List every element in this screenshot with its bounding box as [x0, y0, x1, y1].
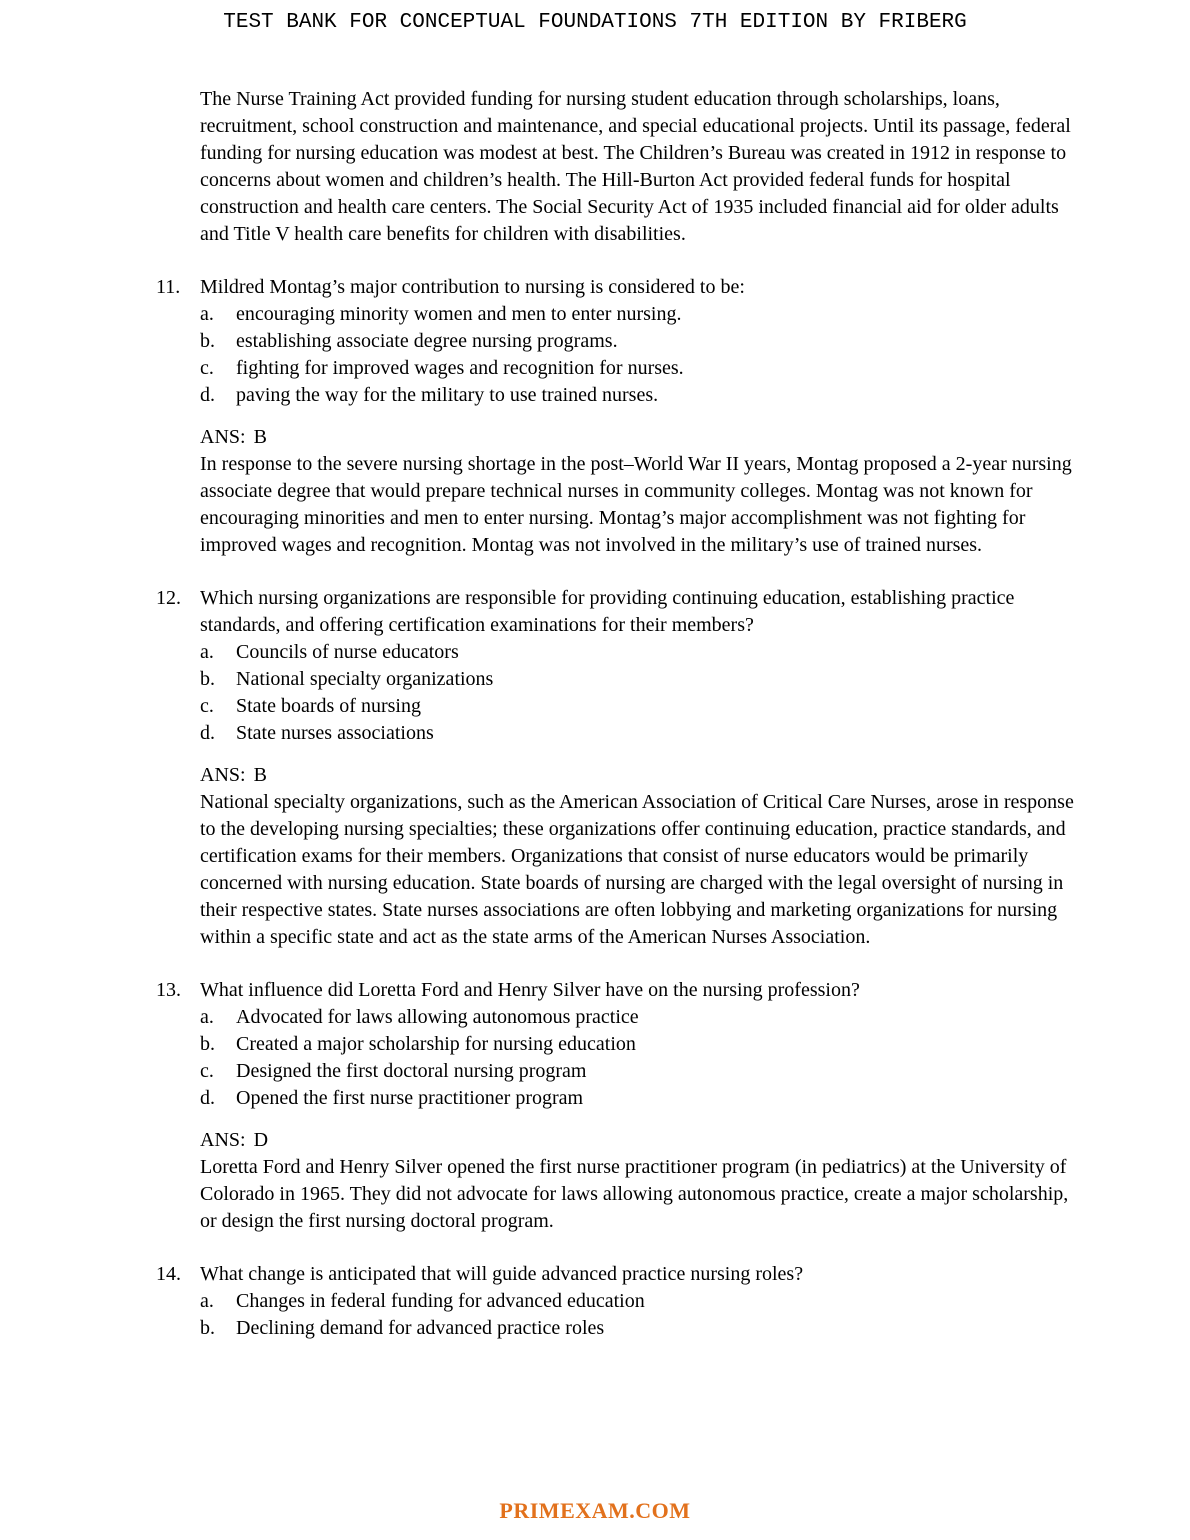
option-row [200, 666, 1085, 693]
question-number: 14. [156, 1263, 181, 1285]
answer-value: D [253, 1129, 269, 1151]
footer-site-link[interactable]: PRIMEXAM.COM [499, 1498, 691, 1523]
option-letter: c. [200, 695, 214, 717]
answer-block [200, 424, 1085, 559]
question-text: What change is anticipated that will guide advanced practice nursing roles? [200, 1263, 804, 1285]
question-block [156, 585, 1085, 951]
option-row [200, 1085, 1085, 1112]
option-text: paving the way for the military to use trained nurses. [236, 384, 659, 406]
page-header: TEST BANK FOR CONCEPTUAL FOUNDATIONS 7TH EDITION BY FRIBERG [223, 11, 967, 34]
option-letter: d. [200, 1087, 215, 1109]
option-text: Councils of nurse educators [236, 641, 459, 663]
options-list [200, 1288, 1085, 1342]
option-text: establishing associate degree nursing programs. [236, 330, 618, 352]
option-row [200, 720, 1085, 747]
option-row [200, 693, 1085, 720]
option-letter: b. [200, 1317, 215, 1339]
answer-value: B [253, 764, 267, 786]
option-letter: d. [200, 384, 215, 406]
option-letter: b. [200, 330, 215, 352]
option-text: Advocated for laws allowing autonomous practice [236, 1006, 639, 1028]
option-text: Declining demand for advanced practice roles [236, 1317, 605, 1339]
question-body [200, 1261, 1085, 1342]
intro-paragraph: The Nurse Training Act provided funding for nursing student education through scholarships, loans, recruitment, school construction and maintenance, and special educational projects. Until its passage, federal funding for nursing education was modest at best. The Children’s Bureau was created in 1912 in response to concerns about women and children’s health. The Hill-Burton Act provided federal funds for hospital construction and health care centers. The Social Security Act of 1935 included financial aid for older adults and Title V health care benefits for children with disabilities. [200, 88, 1071, 245]
question-body [200, 274, 1085, 559]
option-row [200, 1315, 1085, 1342]
option-letter: a. [200, 641, 214, 663]
question-text: Mildred Montag’s major contribution to nursing is considered to be: [200, 276, 745, 298]
option-letter: b. [200, 1033, 215, 1055]
answer-rationale: Loretta Ford and Henry Silver opened the first nurse practitioner program (in pediatrics) at the University of Colorado in 1965. They did not advocate for laws allowing autonomous practice, create a major scholarship, or design the first nursing doctoral program. [200, 1156, 1069, 1232]
question-block [156, 977, 1085, 1235]
option-row [200, 1288, 1085, 1315]
answer-label: ANS: [200, 764, 246, 786]
option-letter: b. [200, 668, 215, 690]
answer-label: ANS: [200, 1129, 246, 1151]
option-letter: d. [200, 722, 215, 744]
option-row [200, 1004, 1085, 1031]
option-row [200, 639, 1085, 666]
question-block [156, 274, 1085, 559]
answer-rationale: National specialty organizations, such as the American Association of Critical Care Nurses, arose in response to the developing nursing specialties; these organizations offer continuing education, practice standards, and certification exams for their members. Organizations that consist of nurse educators would be primarily concerned with nursing education. State boards of nursing are charged with the legal oversight of nursing in their respective states. State nurses associations are often lobbying and marketing organizations for nursing within a specific state and act as the state arms of the American Nurses Association. [200, 791, 1074, 948]
page-content [156, 58, 1085, 1342]
option-row [200, 1031, 1085, 1058]
question-text: Which nursing organizations are responsible for providing continuing education, establishing practice standards, and offering certification examinations for their members? [200, 587, 1015, 636]
option-text: Designed the first doctoral nursing program [236, 1060, 587, 1082]
option-text: encouraging minority women and men to enter nursing. [236, 303, 682, 325]
questions-list [156, 274, 1085, 1342]
question-body [200, 977, 1085, 1235]
option-letter: a. [200, 1290, 214, 1312]
options-list [200, 1004, 1085, 1112]
option-text: Created a major scholarship for nursing education [236, 1033, 636, 1055]
option-row [200, 328, 1085, 355]
answer-rationale: In response to the severe nursing shortage in the post–World War II years, Montag proposed a 2-year nursing associate degree that would prepare technical nurses in community colleges. Montag was not known for encouraging minorities and men to enter nursing. Montag’s major accomplishment was not fighting for improved wages and recognition. Montag was not involved in the military’s use of trained nurses. [200, 453, 1072, 556]
option-text: Opened the first nurse practitioner program [236, 1087, 584, 1109]
option-letter: a. [200, 1006, 214, 1028]
option-row [200, 301, 1085, 328]
option-row [200, 382, 1085, 409]
answer-label: ANS: [200, 426, 246, 448]
options-list [200, 301, 1085, 409]
answer-block [200, 1127, 1085, 1235]
option-row [200, 355, 1085, 382]
option-letter: c. [200, 357, 214, 379]
option-text: State boards of nursing [236, 695, 421, 717]
question-text: What influence did Loretta Ford and Henry Silver have on the nursing profession? [200, 979, 860, 1001]
question-number: 12. [156, 587, 181, 609]
answer-value: B [253, 426, 267, 448]
question-block [156, 1261, 1085, 1342]
question-number: 11. [156, 276, 181, 298]
option-letter: a. [200, 303, 214, 325]
answer-block [200, 762, 1085, 951]
question-number: 13. [156, 979, 181, 1001]
option-text: fighting for improved wages and recognition for nurses. [236, 357, 684, 379]
option-text: State nurses associations [236, 722, 434, 744]
option-text: Changes in federal funding for advanced education [236, 1290, 645, 1312]
options-list [200, 639, 1085, 747]
option-text: National specialty organizations [236, 668, 494, 690]
question-body [200, 585, 1085, 951]
option-letter: c. [200, 1060, 214, 1082]
option-row [200, 1058, 1085, 1085]
